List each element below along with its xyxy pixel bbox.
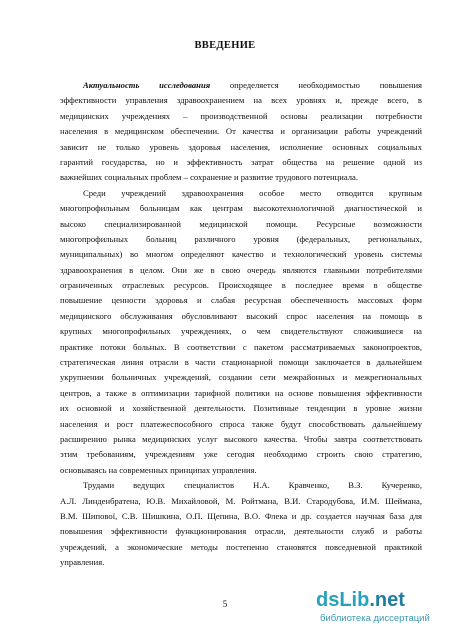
- paragraph-2-line: повышение ценности здоровья и слабая ресурсная обеспеченность массовых форм: [60, 295, 422, 306]
- paragraph-2-line: расширению рынка медицинских услуг высокого качества. Чтобы завтра соответствовать: [60, 433, 422, 444]
- paragraph-2-line: Среди учреждений здравоохранения особое место отводится крупным: [83, 187, 422, 198]
- paragraph-2-line: этим требованиям, учреждениям уже сегодня необходимо строить свою стратегию,: [60, 449, 422, 460]
- watermark-subtitle: библиотека диссертаций: [320, 613, 430, 624]
- page-title: ВВЕДЕНИЕ: [194, 40, 256, 51]
- page-number: 5: [222, 599, 228, 609]
- paragraph-2-line: медицинского обслуживания обусловливают высокий спрос населения на помощь в: [60, 310, 422, 321]
- paragraph-2-line: здравоохранения в целом. Они же в свою очередь являются главными потребителями: [60, 264, 422, 275]
- paragraph-3-line: управления.: [60, 557, 105, 568]
- watermark: [316, 589, 446, 629]
- paragraph-3-line: В.М. Шипової, С.В. Шишкина, О.П. Щепина, В.О. Флека и др. создается научная база для: [60, 510, 422, 521]
- key-term: Актуальность исследования: [83, 80, 211, 90]
- document-body: [60, 78, 422, 571]
- paragraph-3-line: А.Л. Линденбратена, Ю.В. Михайловой, М. Ройтмана, В.И. Стародубова, И.М. Шеймана,: [60, 495, 422, 506]
- paragraph-2-line: их основной и хозяйственной деятельности. Позитивные тенденции в уровне жизни: [60, 403, 422, 414]
- paragraph-2-line: центров, а также в оптимизации тарифной политики на основе повышения эффективности: [60, 387, 422, 398]
- paragraph-2-line: высоко специализированной медицинской помощи. Ресурсные возможности: [60, 218, 422, 229]
- paragraph-2-line: населения и рост платежеспособного спроса также будут способствовать дальнейшему: [60, 418, 422, 429]
- paragraph-2-line: укрупнении больничных учреждений, создании сети межрайонных и межрегиональных: [60, 372, 422, 383]
- paragraph-1-line: важнейших социальных проблем – сохранение и развитие трудового потенциала.: [60, 172, 358, 183]
- paragraph-1-line: зависит не только уровень здоровья населения, исполнение основных социальных: [60, 141, 422, 152]
- paragraph-2-line: крупных многопрофильных учреждениях, о чем свидетельствуют сложившиеся на: [60, 326, 422, 337]
- paragraph-2-line: многопрофильных больниц различного уровня (федеральных, региональных,: [60, 233, 422, 244]
- paragraph-1-line: медицинских учреждениях – производственной основы реализации потребности: [60, 110, 422, 121]
- paragraph-3-line: учреждений, а экономические методы постепенно становятся повседневной практикой: [60, 541, 422, 552]
- paragraph-1-line: гарантий государства, но и эффективность затрат общества на решение одной из: [60, 156, 422, 167]
- paragraph-3-line: Трудами ведущих специалистов Н.А. Кравченко, В.З. Кучеренко,: [83, 480, 422, 491]
- paragraph-2-line: практике потоки больных. В соответствии с пакетом рассматриваемых законопроектов,: [60, 341, 422, 352]
- paragraph-2-line: муниципальных) во многом определяют качество и технологический уровень системы: [60, 249, 422, 260]
- paragraph-2-line: многопрофильным больницам как центрам высокотехнологичной диагностической и: [60, 203, 422, 214]
- paragraph-1-line: Актуальность исследования определяется необходимостью повышения: [83, 80, 422, 90]
- watermark-logo: dsLib.net: [316, 589, 405, 611]
- paragraph-3-line: повышения эффективности функционирования отрасли, деятельности служб и работы: [60, 526, 422, 537]
- paragraph-1-line: эффективности управления здравоохранением на всех уровнях и, прежде всего, в: [60, 95, 422, 106]
- paragraph-1-line: населения в медицинском обеспечении. От качества и организации работы учреждений: [60, 126, 422, 137]
- paragraph-2-line: ограниченных отраслевых ресурсов. Происходящее в последнее время в обществе: [60, 280, 422, 291]
- paragraph-2-line: стратегическая линия отрасли в части стационарной помощи заключается в дальнейшем: [60, 357, 422, 368]
- paragraph-2-line: основываясь на современных принципах управления.: [60, 464, 257, 475]
